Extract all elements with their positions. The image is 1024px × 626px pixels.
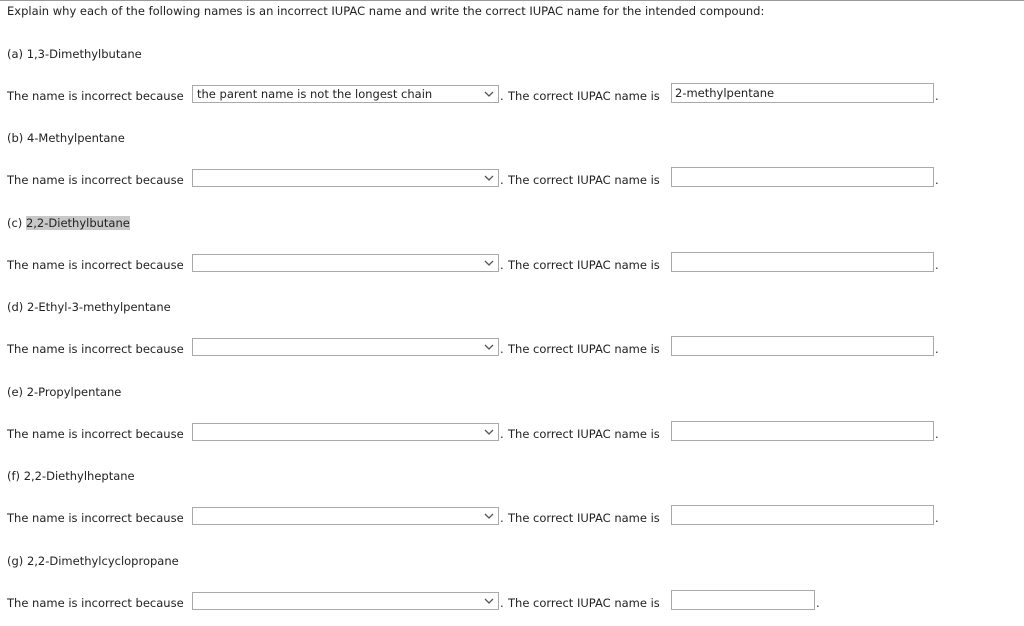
part-a-answer-row — [0, 85, 1024, 105]
part-g-correct-name-input[interactable] — [671, 590, 815, 610]
part-d-answer-row — [0, 338, 1024, 358]
incorrect-because-label: The name is incorrect because — [7, 258, 184, 272]
part-a-correct-name-value: 2-methylpentane — [675, 86, 775, 100]
period-mark: . — [500, 427, 504, 441]
chevron-down-icon — [483, 427, 495, 437]
part-d-label — [7, 300, 171, 314]
part-c-reason-select[interactable] — [192, 254, 499, 272]
period-mark: . — [935, 427, 939, 441]
part-a-reason-value: the parent name is not the longest chain — [197, 87, 433, 101]
part-f-correct-name-input[interactable] — [671, 505, 934, 525]
period-mark: . — [500, 342, 504, 356]
part-a-compound-name: 1,3-Dimethylbutane — [26, 47, 142, 61]
period-mark: . — [500, 89, 504, 103]
question-prompt: Explain why each of the following names is an incorrect IUPAC name and write the correct IUPAC name for the intended compound: — [7, 4, 765, 18]
part-e-compound-name: 2-Propylpentane — [26, 385, 122, 399]
correct-name-label: The correct IUPAC name is — [508, 427, 660, 441]
part-e-correct-name-input[interactable] — [671, 421, 934, 441]
part-f-label — [7, 469, 135, 483]
correct-name-label: The correct IUPAC name is — [508, 258, 660, 272]
part-a-letter: (a) — [7, 47, 24, 61]
chevron-down-icon — [483, 596, 495, 606]
correct-name-label: The correct IUPAC name is — [508, 511, 660, 525]
correct-name-label: The correct IUPAC name is — [508, 89, 660, 103]
period-mark: . — [500, 258, 504, 272]
part-f-answer-row — [0, 507, 1024, 527]
chevron-down-icon — [483, 342, 495, 352]
part-e-reason-select[interactable] — [192, 423, 499, 441]
incorrect-because-label: The name is incorrect because — [7, 173, 184, 187]
chevron-down-icon — [483, 89, 495, 99]
part-f-reason-select[interactable] — [192, 507, 499, 525]
part-f-letter: (f) — [7, 469, 21, 483]
part-d-correct-name-input[interactable] — [671, 336, 934, 356]
period-mark: . — [935, 173, 939, 187]
part-e-answer-row — [0, 423, 1024, 443]
part-g-answer-row — [0, 592, 1024, 612]
part-g-compound-name: 2,2-Dimethylcyclopropane — [26, 554, 179, 568]
period-mark: . — [935, 511, 939, 525]
correct-name-label: The correct IUPAC name is — [508, 596, 660, 610]
incorrect-because-label: The name is incorrect because — [7, 427, 184, 441]
chevron-down-icon — [483, 173, 495, 183]
part-g-letter: (g) — [7, 554, 24, 568]
part-c-label — [7, 216, 130, 230]
chevron-down-icon — [483, 511, 495, 521]
period-mark: . — [816, 596, 820, 610]
part-c-letter: (c) — [7, 216, 23, 230]
part-d-reason-select[interactable] — [192, 338, 499, 356]
part-d-compound-name: 2-Ethyl-3-methylpentane — [26, 300, 171, 314]
incorrect-because-label: The name is incorrect because — [7, 511, 184, 525]
incorrect-because-label: The name is incorrect because — [7, 596, 184, 610]
part-b-label — [7, 131, 125, 145]
part-c-correct-name-input[interactable] — [671, 252, 934, 272]
part-b-correct-name-input[interactable] — [671, 167, 934, 187]
part-c-answer-row — [0, 254, 1024, 274]
period-mark: . — [500, 173, 504, 187]
part-f-compound-name: 2,2-Diethylheptane — [23, 469, 135, 483]
top-divider — [0, 0, 1024, 1]
part-b-answer-row — [0, 169, 1024, 189]
incorrect-because-label: The name is incorrect because — [7, 89, 184, 103]
part-b-compound-name: 4-Methylpentane — [26, 131, 125, 145]
correct-name-label: The correct IUPAC name is — [508, 173, 660, 187]
part-b-letter: (b) — [7, 131, 24, 145]
part-d-letter: (d) — [7, 300, 24, 314]
incorrect-because-label: The name is incorrect because — [7, 342, 184, 356]
period-mark: . — [500, 596, 504, 610]
part-c-compound-name: 2,2-Diethylbutane — [25, 216, 130, 230]
period-mark: . — [935, 89, 939, 103]
part-a-reason-select[interactable] — [192, 85, 499, 103]
correct-name-label: The correct IUPAC name is — [508, 342, 660, 356]
period-mark: . — [935, 342, 939, 356]
period-mark: . — [935, 258, 939, 272]
part-b-reason-select[interactable] — [192, 169, 499, 187]
part-e-label — [7, 385, 121, 399]
part-g-label — [7, 554, 179, 568]
part-e-letter: (e) — [7, 385, 24, 399]
chevron-down-icon — [483, 258, 495, 268]
period-mark: . — [500, 511, 504, 525]
part-a-correct-name-input[interactable] — [671, 83, 934, 103]
part-g-reason-select[interactable] — [192, 592, 499, 610]
part-a-label — [7, 47, 142, 61]
